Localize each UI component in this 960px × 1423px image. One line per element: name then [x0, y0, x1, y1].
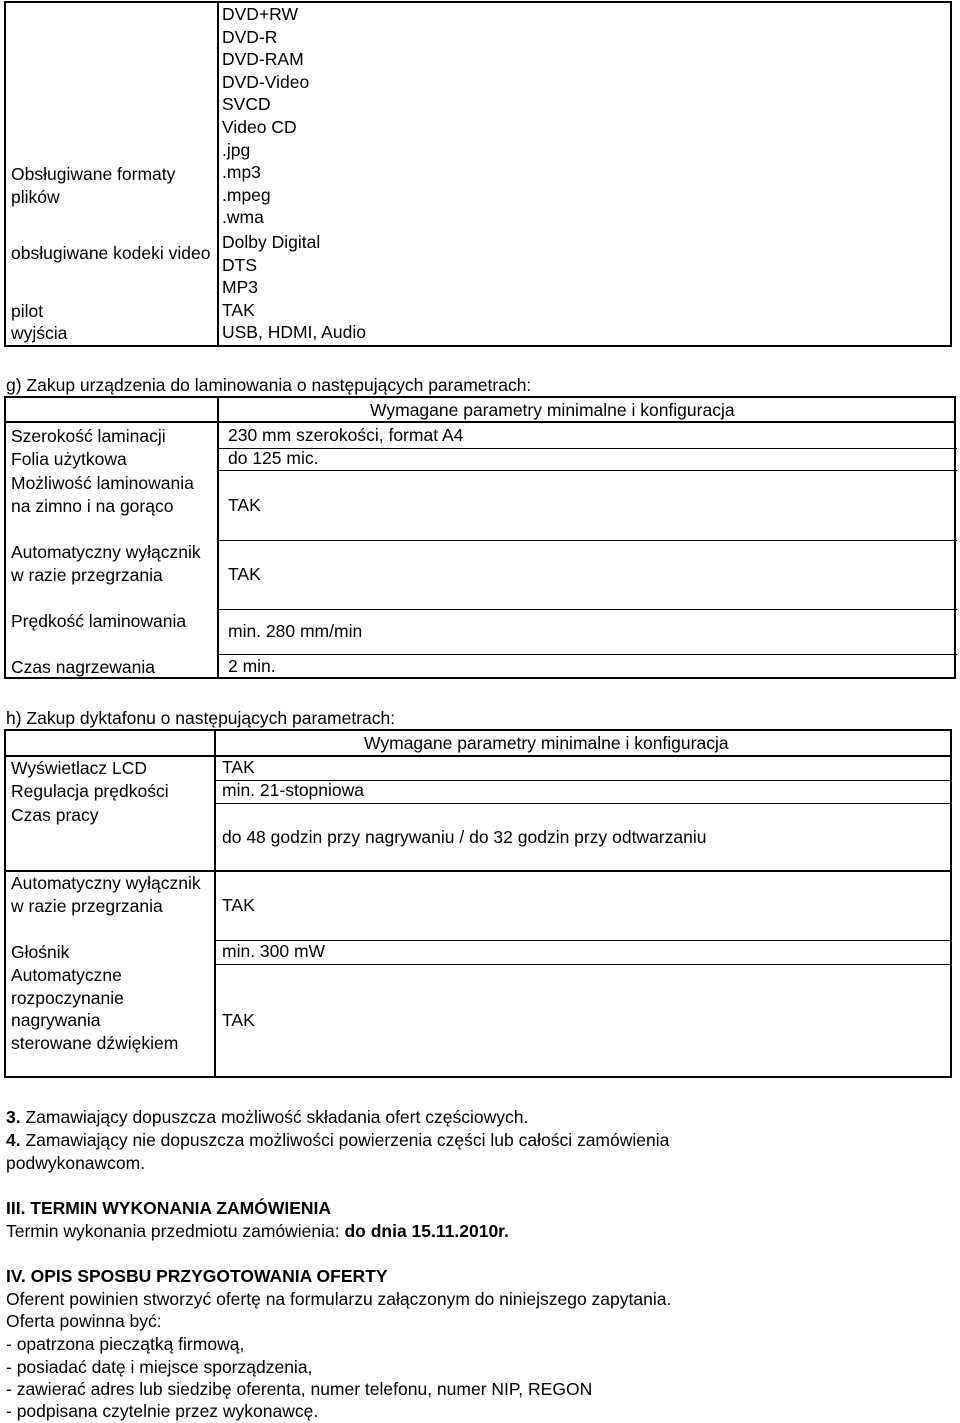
dictaphone-row-line — [214, 964, 952, 965]
laminator-row-line — [217, 470, 957, 471]
laminator-row-line — [217, 448, 957, 449]
format-item: Video CD — [222, 116, 297, 137]
point-text: Zamawiający dopuszcza możliwość składania ofert częściowych. — [20, 1107, 529, 1127]
laminator-row-line — [217, 654, 957, 655]
laminator-value-foil: do 125 mic. — [228, 448, 319, 468]
section-g-heading: g) Zakup urządzenia do laminowania o następujących parametrach: — [6, 375, 532, 395]
label-outputs: wyjścia — [11, 323, 68, 343]
format-item: DVD+RW — [222, 4, 299, 24]
laminator-value-heating: 2 min. — [228, 656, 276, 676]
dictaphone-label-overheat: Automatyczny wyłącznik w razie przegrzania — [11, 873, 201, 916]
point-number: 3. — [6, 1107, 21, 1127]
laminator-header: Wymagane parametry minimalne i konfiguracja — [370, 400, 735, 420]
deadline-date: do dnia 15.11.2010r. — [344, 1221, 509, 1241]
point-text: Zamawiający nie dopuszcza możliwości powierzenia części lub całości zamówienia — [20, 1130, 670, 1150]
point-3 — [6, 1106, 528, 1129]
dictaphone-col-divider — [214, 729, 216, 1078]
laminator-row-line — [217, 609, 957, 610]
dictaphone-label-lcd: Wyświetlacz LCD — [11, 758, 147, 778]
section-iii-text — [6, 1220, 509, 1243]
codec-item: MP3 — [222, 277, 258, 298]
laminator-label-heating: Czas nagrzewania — [11, 657, 155, 677]
dictaphone-value-speed: min. 21-stopniowa — [222, 780, 365, 800]
formats-list — [222, 3, 309, 229]
laminator-col-divider — [217, 396, 219, 679]
format-item: .mp3 — [222, 162, 261, 183]
label-formats: Obsługiwane formaty plików — [11, 164, 176, 207]
section-iv-title-text: IV. OPIS SPOSBU PRZYGOTOWANIA OFERTY — [6, 1266, 388, 1286]
dictaphone-value-overheat: TAK — [222, 895, 255, 915]
codec-item: Dolby Digital — [222, 232, 321, 252]
laminator-label-width: Szerokość laminacji — [11, 426, 166, 446]
section-iv-line: - podpisana czytelnie przez wykonawcę. — [6, 1401, 319, 1421]
dictaphone-row-line — [214, 803, 952, 804]
laminator-label-speed: Prędkość laminowania — [11, 611, 187, 631]
format-item: .mpeg — [222, 184, 271, 205]
codec-item: DTS — [222, 254, 257, 275]
top-table-divider — [217, 1, 219, 347]
laminator-value-width: 230 mm szerokości, format A4 — [228, 425, 464, 445]
section-iv-line: - zawierać adres lub siedzibę oferenta, numer telefonu, numer NIP, REGON — [6, 1379, 593, 1399]
outputs-value: USB, HDMI, Audio — [222, 322, 366, 342]
dictaphone-label-autorec: Automatyczne rozpoczynanie nagrywania sterowane dźwiękiem — [11, 965, 179, 1053]
dictaphone-value-autorec: TAK — [222, 1010, 255, 1030]
point-4 — [6, 1129, 669, 1152]
deadline-label: Termin wykonania przedmiotu zamówienia: — [6, 1221, 345, 1241]
dictaphone-header: Wymagane parametry minimalne i konfiguracja — [364, 733, 729, 753]
remote-value: TAK — [222, 300, 255, 320]
label-remote: pilot — [11, 301, 44, 321]
section-iv-line: - posiadać datę i miejsce sporządzenia, — [6, 1357, 313, 1377]
laminator-value-speed: min. 280 mm/min — [228, 621, 363, 641]
format-item: DVD-Video — [222, 71, 310, 92]
dictaphone-label-speaker: Głośnik — [11, 942, 70, 962]
laminator-header-line — [4, 421, 956, 423]
point-number: 4. — [6, 1130, 21, 1150]
format-item: DVD-R — [222, 26, 278, 47]
point-4-continuation: podwykonawcom. — [6, 1153, 146, 1173]
laminator-row-line — [217, 540, 957, 541]
dictaphone-value-lcd: TAK — [222, 757, 255, 777]
section-iv-title — [6, 1265, 388, 1288]
laminator-label-overheat: Automatyczny wyłącznik w razie przegrzania — [11, 542, 201, 585]
laminator-label-foil: Folia użytkowa — [11, 449, 127, 469]
section-iv-line: - opatrzona pieczątką firmową, — [6, 1334, 245, 1354]
dictaphone-value-speaker: min. 300 mW — [222, 941, 326, 961]
format-item: SVCD — [222, 94, 271, 115]
laminator-label-hotcold: Możliwość laminowania na zimno i na gorąco — [11, 473, 194, 516]
section-iii-title-text: III. TERMIN WYKONANIA ZAMÓWIENIA — [6, 1198, 332, 1218]
format-item: DVD-RAM — [222, 49, 304, 70]
section-iv-line: Oferent powinien stworzyć ofertę na formularzu załączonym do niniejszego zapytania. — [6, 1289, 672, 1309]
format-item: .jpg — [222, 139, 251, 160]
dictaphone-label-speed: Regulacja prędkości — [11, 781, 169, 801]
section-iv-line: Oferta powinna być: — [6, 1311, 162, 1331]
format-item: .wma — [222, 207, 264, 228]
section-h-heading: h) Zakup dyktafonu o następujących parametrach: — [6, 708, 396, 728]
laminator-value-hotcold: TAK — [228, 495, 261, 515]
codecs-list — [222, 231, 320, 299]
label-codecs: obsługiwane kodeki video — [11, 243, 211, 263]
laminator-value-overheat: TAK — [228, 564, 261, 584]
dictaphone-label-worktime: Czas pracy — [11, 805, 99, 825]
dictaphone-value-worktime: do 48 godzin przy nagrywaniu / do 32 godzin przy odtwarzaniu — [222, 827, 707, 847]
section-iii-title — [6, 1197, 331, 1220]
